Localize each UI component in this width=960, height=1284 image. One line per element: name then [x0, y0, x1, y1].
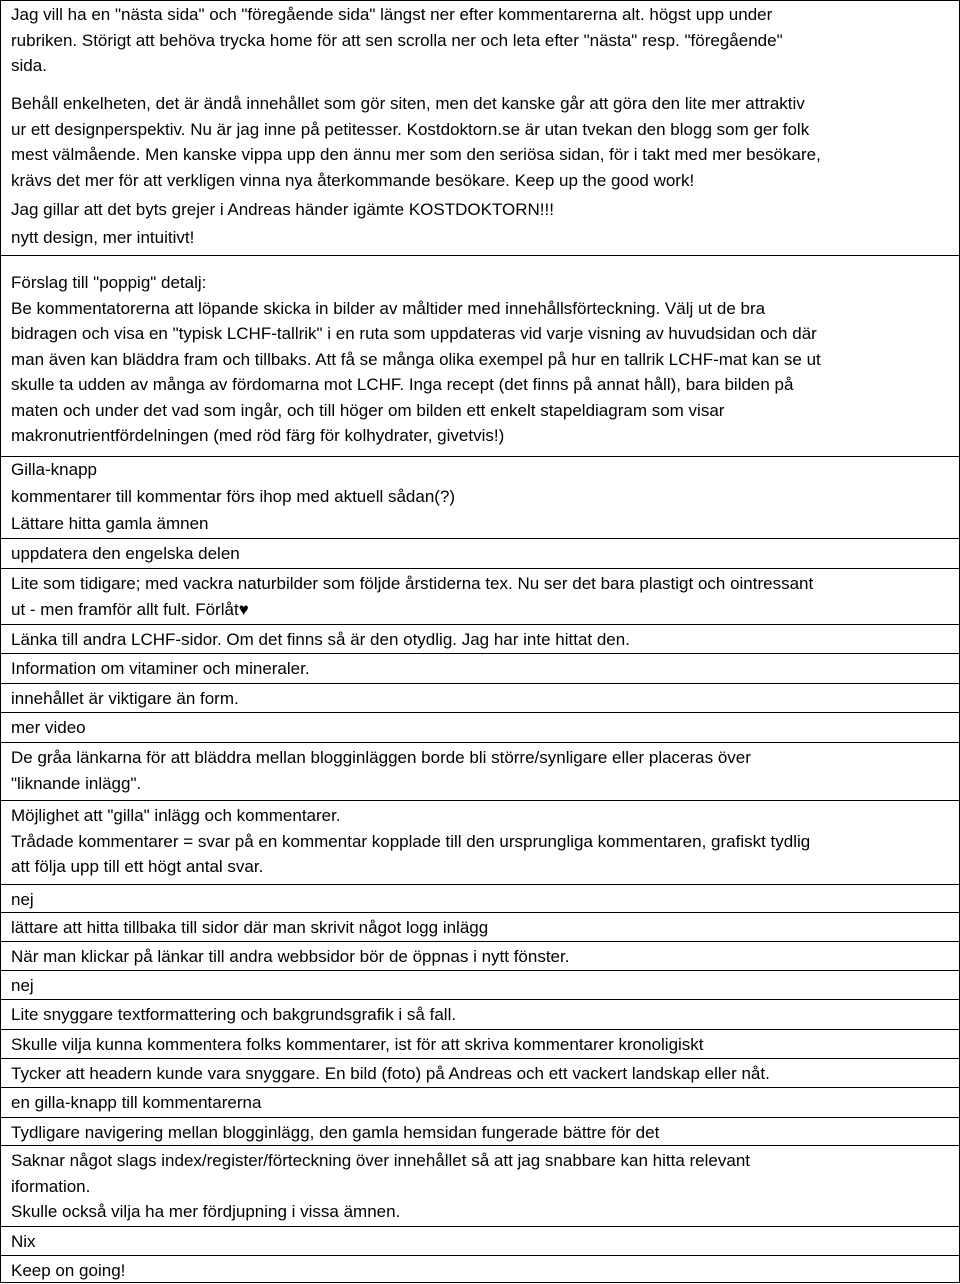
row-text: Tydligare navigering mellan blogginlägg, den gamla hemsidan fungerade bättre för det [11, 1123, 660, 1142]
table-row [1, 255, 959, 449]
row-text: Keep on going! [11, 1261, 126, 1280]
row-text: nytt design, mer intuitivt! [11, 228, 195, 247]
row-text: Jag vill ha en "nästa sida" och "föregående sida" längst ner efter kommentarerna alt. högst upp under [11, 5, 773, 24]
row-text: Behåll enkelheten, det är ändå innehållet som gör siten, men det kanske går att göra den lite mer attraktiv [11, 94, 805, 113]
row-text: sida. [11, 56, 47, 75]
table-row [1, 1087, 959, 1116]
row-text: Länka till andra LCHF-sidor. Om det finns så är den otydlig. Jag har inte hittat den. [11, 630, 630, 649]
row-text: Nix [11, 1232, 36, 1251]
row-text: ut - men framför allt fult. Förlåt♥ [11, 599, 249, 619]
row-text: krävs det mer för att verkligen vinna nya återkommande besökare. Keep up the good work! [11, 170, 695, 190]
row-text: Tycker att headern kunde vara snyggare. En bild (foto) på Andreas och ett vackert landskap eller nåt. [11, 1064, 770, 1083]
row-text: Trådade kommentarer = svar på en kommentar kopplade till den ursprungliga kommentaren, grafiskt tydlig [11, 831, 811, 851]
row-text: man även kan bläddra fram och tillbaks. Att få se många olika exempel på hur en tallrik LCHF-mat kan se ut [11, 349, 821, 369]
row-text: "liknande inlägg". [11, 773, 142, 793]
row-text: Be kommentatorerna att löpande skicka in bilder av måltider med innehållsförteckning. Välj ut de bra [11, 298, 766, 318]
row-text: ur ett designperspektiv. Nu är jag inne på petitesser. Kostdoktorn.se är utan tvekan den blogg som ger folk [11, 119, 810, 139]
table-row [1, 683, 959, 712]
table-row [1, 1255, 959, 1284]
table-row [1, 1145, 959, 1225]
table-row [1, 538, 959, 567]
table-row [1, 484, 959, 510]
row-text: När man klickar på länkar till andra webbsidor bör de öppnas i nytt fönster. [11, 947, 570, 966]
table-row [1, 800, 959, 880]
row-text: innehållet är viktigare än form. [11, 689, 239, 708]
row-text: skulle ta udden av många av fördomarna mot LCHF. Inga recept (det finns på annat håll), bara bilden på [11, 375, 794, 394]
row-text: Information om vitaminer och mineraler. [11, 659, 310, 678]
row-text: nej [11, 976, 34, 995]
row-text: Jag gillar att det byts grejer i Andreas händer igämte KOSTDOKTORN!!! [11, 200, 554, 219]
row-text: uppdatera den engelska delen [11, 544, 240, 563]
table-row [1, 884, 959, 913]
table-row [1, 653, 959, 682]
row-text: rubriken. Störigt att behöva trycka home för att sen scrolla ner och leta efter "nästa" resp. "föregående" [11, 30, 783, 50]
row-text: mest välmående. Men kanske vippa upp den ännu mer som den seriösa sidan, för i takt med mer besökare, [11, 145, 821, 164]
row-text: Möjlighet att "gilla" inlägg och kommentarer. [11, 806, 341, 825]
row-text: bidragen och visa en "typisk LCHF-tallrik" i en ruta som uppdateras vid varje visning av huvudsidan och där [11, 324, 817, 343]
row-text: lättare att hitta tillbaka till sidor där man skrivit något logg inlägg [11, 918, 489, 937]
row-text: De gråa länkarna för att bläddra mellan blogginläggen borde bli större/synligare eller placeras över [11, 748, 751, 767]
row-text: iformation. [11, 1176, 91, 1196]
table-row [1, 999, 959, 1028]
table-row [1, 941, 959, 970]
table-row [1, 712, 959, 741]
row-text: Förslag till "poppig" detalj: [11, 273, 207, 292]
row-text: Lite som tidigare; med vackra naturbilder som följde årstiderna tex. Nu ser det bara plastigt och ointressant [11, 574, 814, 593]
table-row [1, 1226, 959, 1255]
table-row [1, 1117, 959, 1146]
row-text: nej [11, 890, 34, 909]
table-row [1, 91, 959, 193]
table-row [1, 742, 959, 796]
row-text: makronutrientfördelningen (med röd färg för kolhydrater, givetvis!) [11, 426, 505, 445]
table-row [1, 2, 959, 79]
row-text: Lättare hitta gamla ämnen [11, 514, 209, 533]
row-text: att följa upp till ett högt antal svar. [11, 857, 264, 876]
table-row [1, 456, 959, 483]
row-text: Gilla-knapp [11, 460, 97, 479]
table-row [1, 624, 959, 653]
row-text: kommentarer till kommentar förs ihop med aktuell sådan(?) [11, 487, 456, 506]
row-text: en gilla-knapp till kommentarerna [11, 1093, 262, 1112]
row-text: Saknar något slags index/register/förteckning över innehållet så att jag snabbare kan hitta relevant [11, 1151, 751, 1170]
row-text: maten och under det vad som ingår, och till höger om bilden ett enkelt stapeldiagram som visar [11, 400, 725, 420]
table-row [1, 225, 959, 251]
table-row [1, 568, 959, 622]
row-text: Skulle också vilja ha mer fördjupning i vissa ämnen. [11, 1202, 401, 1221]
row-text: mer video [11, 718, 86, 737]
table-row [1, 511, 959, 537]
row-text: Lite snyggare textformattering och bakgrundsgrafik i så fall. [11, 1005, 457, 1024]
table-row [1, 970, 959, 999]
table-row [1, 197, 959, 223]
row-text: Skulle vilja kunna kommentera folks kommentarer, ist för att skriva kommentarer kronoligiskt [11, 1035, 704, 1054]
table-row [1, 1029, 959, 1058]
table-row [1, 1058, 959, 1087]
table-row [1, 912, 959, 941]
